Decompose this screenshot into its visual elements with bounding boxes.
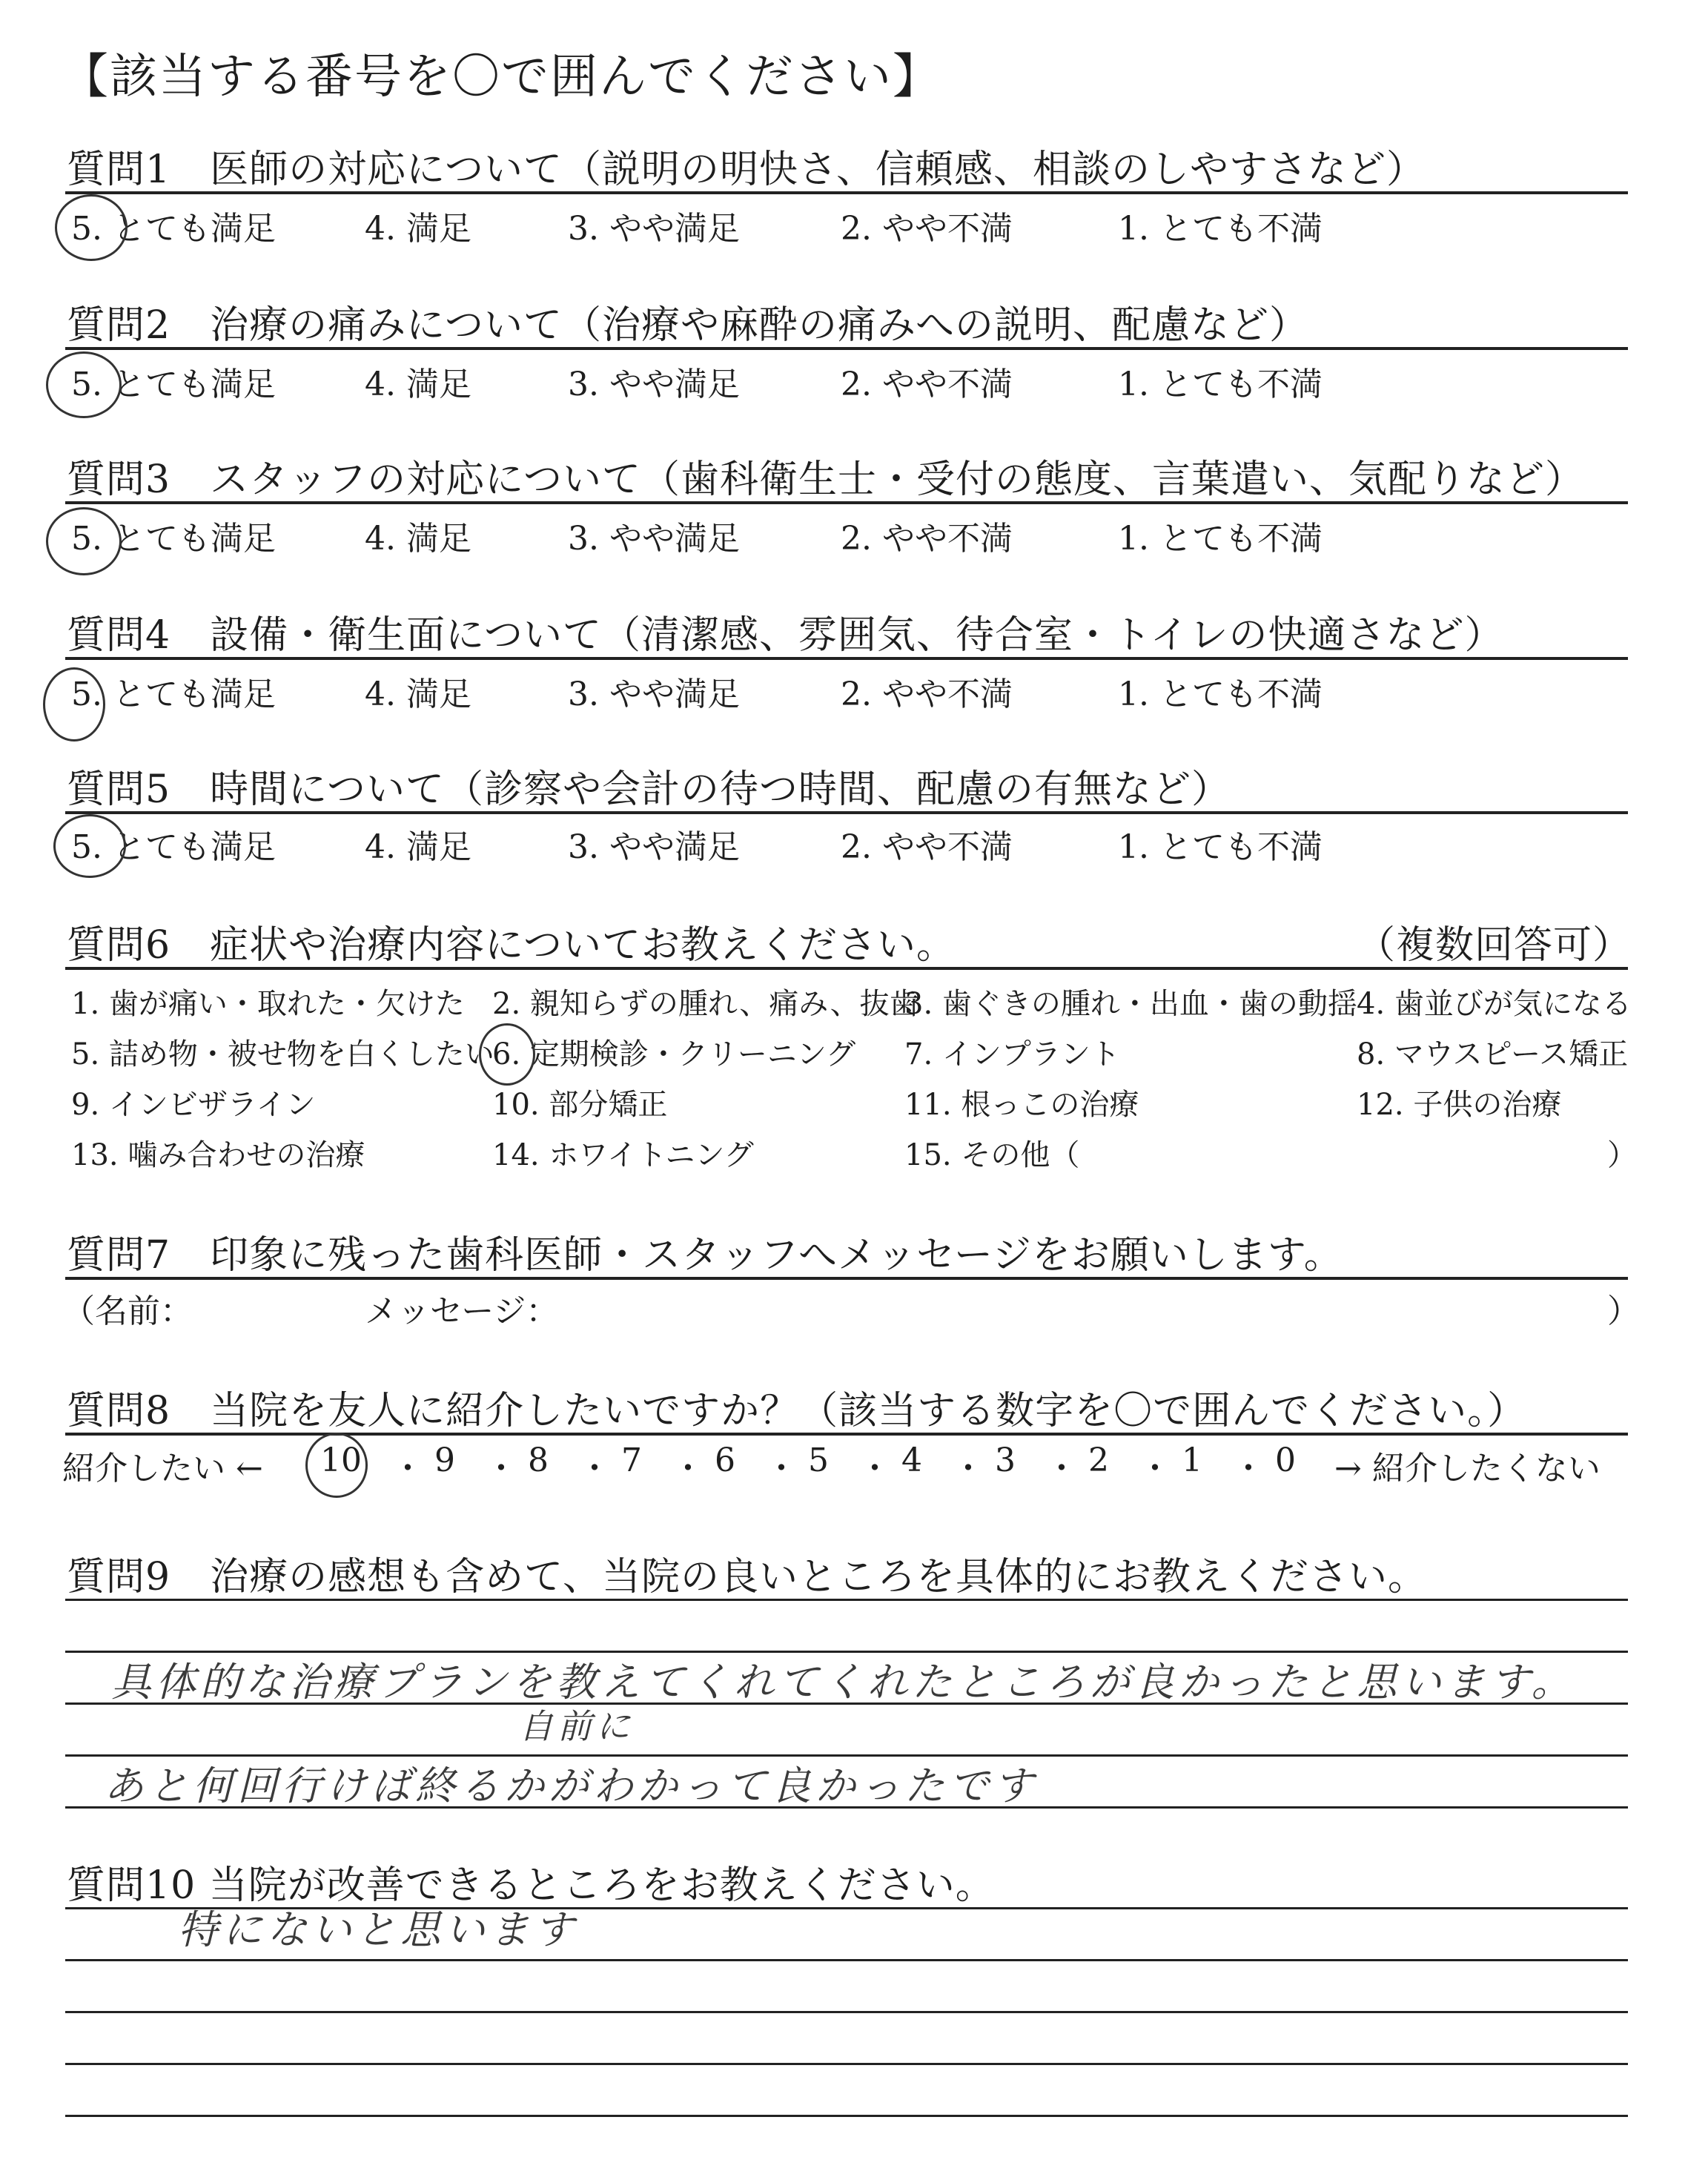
q8-scale-6[interactable]: 6 <box>715 1441 735 1479</box>
question-1-rule <box>65 191 1628 194</box>
question-8-rule <box>65 1433 1628 1436</box>
q1-option-5[interactable]: 5. とても満足 <box>71 210 276 248</box>
q6-item-10[interactable]: 10. 部分矯正 <box>492 1088 668 1122</box>
question-5-rule <box>65 811 1628 814</box>
q6-item-4[interactable]: 4. 歯並びが気になる <box>1357 987 1632 1021</box>
q5-option-3[interactable]: 3. やや満足 <box>568 828 740 866</box>
q8-scale-0[interactable]: 0 <box>1275 1441 1296 1479</box>
q7-message-field[interactable] <box>563 1284 1586 1326</box>
q6-selection-circle <box>479 1023 535 1086</box>
q8-scale-separator: ・ <box>1139 1450 1171 1487</box>
q8-scale-separator: ・ <box>485 1450 517 1487</box>
q1-selection-circle <box>55 194 128 261</box>
q6-item-3[interactable]: 3. 歯ぐきの腫れ・出血・歯の動揺 <box>904 987 1357 1021</box>
q7-name-label: （名前： <box>62 1292 193 1330</box>
q9-answer-line-2: あと何回行けば終るかがわかって良かったです <box>104 1763 1038 1809</box>
q1-option-3[interactable]: 3. やや満足 <box>568 210 740 248</box>
q8-scale-8[interactable]: 8 <box>528 1441 549 1479</box>
q3-option-3[interactable]: 3. やや満足 <box>568 520 740 558</box>
q3-option-1[interactable]: 1. とても不満 <box>1118 520 1323 558</box>
q5-option-1[interactable]: 1. とても不満 <box>1118 828 1323 866</box>
q8-scale-9[interactable]: 9 <box>434 1441 455 1479</box>
q10-answer: 特にないと思います <box>178 1906 578 1953</box>
question-8-title: 質問8 当院を友人に紹介したいですか？（該当する数字を〇で囲んでください。） <box>67 1389 1527 1433</box>
q4-option-1[interactable]: 1. とても不満 <box>1118 676 1323 713</box>
q5-option-4[interactable]: 4. 満足 <box>365 828 471 866</box>
q2-option-1[interactable]: 1. とても不満 <box>1118 366 1323 403</box>
q8-scale-7[interactable]: 7 <box>621 1441 642 1479</box>
q8-selection-circle <box>305 1433 368 1498</box>
question-6-rule <box>65 967 1628 970</box>
q9-line <box>65 1599 1628 1601</box>
q1-option-2[interactable]: 2. やや不満 <box>841 210 1013 248</box>
q6-item-12[interactable]: 12. 子供の治療 <box>1357 1088 1562 1122</box>
question-2-rule <box>65 347 1628 350</box>
q1-option-1[interactable]: 1. とても不満 <box>1118 210 1323 248</box>
question-4-title: 質問4 設備・衛生面について（清潔感、雰囲気、待合室・トイレの快適さなど） <box>67 613 1504 658</box>
q8-scale-separator: ・ <box>672 1450 704 1487</box>
q6-item-9[interactable]: 9. インビザライン <box>71 1088 316 1122</box>
q10-answer-field[interactable] <box>65 1910 1628 2115</box>
q4-option-2[interactable]: 2. やや不満 <box>841 676 1013 713</box>
question-6-title: 質問6 症状や治療内容についてお教えください。 <box>67 923 956 968</box>
q8-scale-4[interactable]: 4 <box>901 1441 922 1479</box>
q8-left-label: 紹介したい ← <box>62 1450 263 1487</box>
q8-scale-2[interactable]: 2 <box>1088 1441 1109 1479</box>
q1-option-4[interactable]: 4. 満足 <box>365 210 471 248</box>
q3-option-2[interactable]: 2. やや不満 <box>841 520 1013 558</box>
question-10-title: 質問10 当院が改善できるところをお教えください。 <box>67 1863 995 1908</box>
q6-item-15-close: ） <box>1607 1138 1637 1172</box>
question-7-rule <box>65 1277 1628 1280</box>
q8-scale-separator: ・ <box>391 1450 424 1487</box>
question-7-title: 質問7 印象に残った歯科医師・スタッフへメッセージをお願いします。 <box>67 1233 1343 1278</box>
q2-option-5[interactable]: 5. とても満足 <box>71 366 276 403</box>
q8-scale-10[interactable]: 10 <box>320 1441 362 1479</box>
q4-option-4[interactable]: 4. 満足 <box>365 676 471 713</box>
q8-scale-separator: ・ <box>578 1450 611 1487</box>
q5-option-2[interactable]: 2. やや不満 <box>841 828 1013 866</box>
q3-selection-circle <box>46 507 122 575</box>
form-header: 【該当する番号を〇で囲んでください】 <box>61 50 941 105</box>
question-3-rule <box>65 501 1628 504</box>
q6-item-11[interactable]: 11. 根っこの治療 <box>904 1088 1139 1122</box>
q2-option-3[interactable]: 3. やや満足 <box>568 366 740 403</box>
q5-selection-circle <box>53 814 126 878</box>
q8-scale-separator: ・ <box>1045 1450 1078 1487</box>
q6-item-2[interactable]: 2. 親知らずの腫れ、痛み、抜歯 <box>492 987 919 1021</box>
q8-scale-3[interactable]: 3 <box>995 1441 1016 1479</box>
question-6-note: （複数回答可） <box>1357 923 1632 968</box>
q2-option-2[interactable]: 2. やや不満 <box>841 366 1013 403</box>
question-2-title: 質問2 治療の痛みについて（治療や麻酔の痛みへの説明、配慮など） <box>67 303 1309 348</box>
q4-option-3[interactable]: 3. やや満足 <box>568 676 740 713</box>
q7-message-label: メッセージ： <box>365 1292 559 1330</box>
q2-option-4[interactable]: 4. 満足 <box>365 366 471 403</box>
question-1-title: 質問1 医師の対応について（説明の明快さ、信頼感、相談のしやすさなど） <box>67 148 1426 192</box>
q4-selection-circle <box>43 667 105 742</box>
question-4-rule <box>65 657 1628 660</box>
q9-answer-field[interactable] <box>65 1602 1628 1806</box>
question-3-title: 質問3 スタッフの対応について（歯科衛生士・受付の態度、言葉遣い、気配りなど） <box>67 458 1585 502</box>
q9-answer-line-1: 具体的な治療プランを教えてくれてくれたところが良かったと思います。 <box>111 1659 1576 1705</box>
q7-close-paren: ） <box>1607 1292 1640 1330</box>
q8-scale-1[interactable]: 1 <box>1182 1441 1202 1479</box>
q5-option-5[interactable]: 5. とても満足 <box>71 828 276 866</box>
q8-scale-separator: ・ <box>1232 1450 1265 1487</box>
q8-scale-separator: ・ <box>858 1450 891 1487</box>
q6-item-14[interactable]: 14. ホワイトニング <box>492 1138 754 1172</box>
q10-line <box>65 2115 1628 2117</box>
q8-scale-separator: ・ <box>765 1450 798 1487</box>
q6-item-8[interactable]: 8. マウスピース矯正 <box>1357 1037 1629 1071</box>
q6-item-6[interactable]: 6. 定期検診・クリーニング <box>492 1037 856 1071</box>
q9-answer-insert: 自前に <box>519 1706 635 1746</box>
q2-selection-circle <box>46 351 122 418</box>
q6-item-15[interactable]: 15. その他（ <box>904 1138 1080 1172</box>
q6-item-5[interactable]: 5. 詰め物・被せ物を白くしたい <box>71 1037 494 1071</box>
q3-option-5[interactable]: 5. とても満足 <box>71 520 276 558</box>
q6-item-13[interactable]: 13. 噛み合わせの治療 <box>71 1138 365 1172</box>
q8-scale-separator: ・ <box>952 1450 984 1487</box>
q3-option-4[interactable]: 4. 満足 <box>365 520 471 558</box>
question-5-title: 質問5 時間について（診察や会計の待つ時間、配慮の有無など） <box>67 767 1231 812</box>
q6-item-7[interactable]: 7. インプラント <box>904 1037 1120 1071</box>
q6-item-1[interactable]: 1. 歯が痛い・取れた・欠けた <box>71 987 465 1021</box>
q8-scale-5[interactable]: 5 <box>808 1441 829 1479</box>
q8-right-label: → 紹介したくない <box>1334 1450 1601 1487</box>
question-9-title: 質問9 治療の感想も含めて、当院の良いところを具体的にお教えください。 <box>67 1555 1428 1599</box>
q4-option-5[interactable]: 5. とても満足 <box>71 676 276 713</box>
